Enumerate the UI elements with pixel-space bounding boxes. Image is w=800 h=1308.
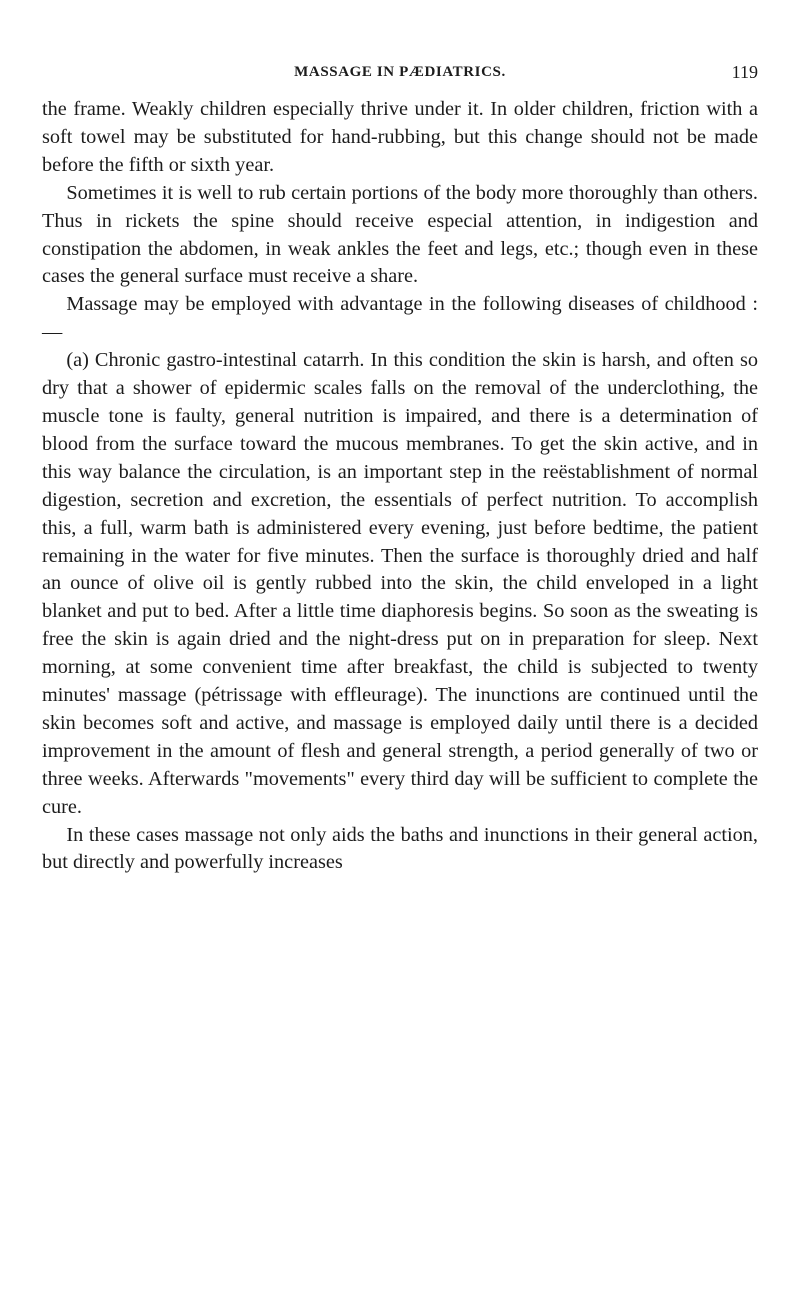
paragraph-body-portions: Sometimes it is well to rub certain portions of the body more thoroughly than others. Thus in rickets the spine should receive especial attention, in indigestion and constipation the abdomen, in weak ankles the feet and legs, etc.; though even in these cases the general surface must receive a share.: [42, 181, 758, 288]
paragraph-diseases-intro: Massage may be employed with advantage in the following diseases of childhood :—: [42, 293, 758, 344]
running-head: [40, 62, 760, 88]
running-title: MASSAGE IN PÆDIATRICS.: [294, 64, 506, 80]
page-number: 119: [731, 62, 758, 82]
paragraph-gastro-intestinal-catarrh: (a) Chronic gastro-intestinal catarrh. In this condition the skin is harsh, and often so dry that a shower of epidermic scales falls on the removal of the underclothing, the muscle tone is faulty, general nutrition is impaired, and there is a determination of blood from the surface toward the mucous membranes. To get the skin active, and in this way balance the circulation, is an important step in the reëstablishment of normal digestion, secretion and excretion, the essentials of perfect nutrition. To accomplish this, a full, warm bath is administered every evening, just before bedtime, the patient remaining in the water for five minutes. Then the surface is thoroughly dried and half an ounce of olive oil is gently rubbed into the skin, the child enveloped in a light blanket and put to bed. After a little time diaphoresis begins. So soon as the sweating is free the skin is again dried and the night-dress put on in preparation for sleep. Next morning, at some convenient time after breakfast, the child is subjected to twenty minutes' massage (pétrissage with effleurage). The inunctions are continued until the skin becomes soft and active, and massage is employed daily until there is a decided improvement in the amount of flesh and general strength, a period generally of two or three weeks. Afterwards "movements" every third day will be sufficient to complete the cure.: [42, 349, 758, 818]
paragraph-massage-aids: In these cases massage not only aids the baths and inunctions in their general action, but directly and powerfully increases: [42, 823, 758, 874]
book-page: [40, 62, 760, 877]
paragraph-continued: the frame. Weakly children especially thrive under it. In older children, friction with a soft towel may be substituted for hand-rubbing, but this change should not be made before the fifth or sixth year.: [42, 98, 758, 176]
body-text: [40, 96, 760, 877]
